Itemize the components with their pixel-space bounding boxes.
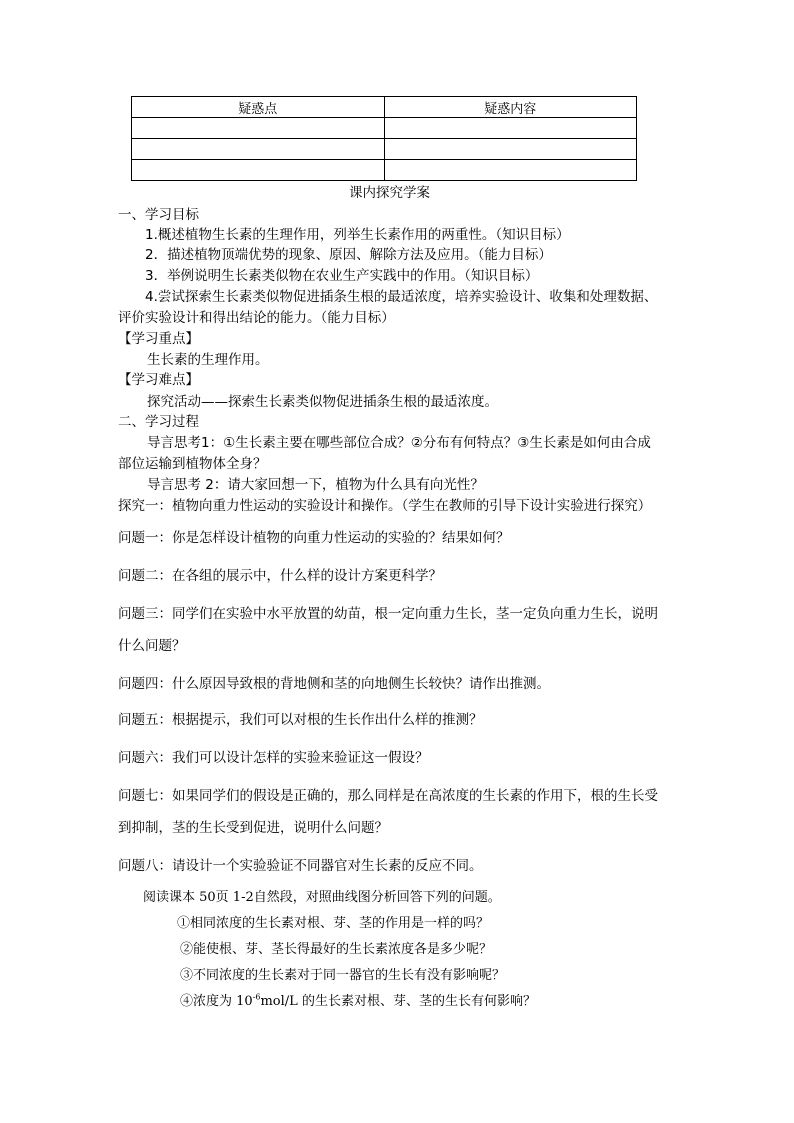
intro-question: 导言思考 2：请大家回想一下，植物为什么具有向光性？ (147, 477, 484, 493)
table-cell (384, 160, 637, 181)
reading-question: ③不同浓度的生长素对于同一器官的生长有没有影响呢？ (180, 968, 506, 983)
goal-item: 4.尝试探索生长素类似物促进插条生根的最适浓度，培养实验设计、收集和处理数据、 (145, 289, 658, 305)
table-header-row (132, 97, 637, 118)
section-heading: 二、学习过程 (118, 414, 199, 430)
table-cell (384, 139, 637, 160)
table-cell (384, 118, 637, 139)
intro-question: 导言思考1：①生长素主要在哪些部位合成？②分布有何特点？③生长素是如何由合成 (147, 435, 651, 451)
key-point-label: 【学习重点】 (118, 331, 199, 347)
question-item: 到抑制，茎的生长受到促进，说明什么问题？ (118, 820, 388, 836)
reading-question-suffix: mol/L 的生长素对根、芽、茎的生长有何影响？ (260, 994, 536, 1009)
goal-item: 2．描述植物顶端优势的现象、原因、解除方法及应用。（能力目标） (145, 247, 552, 263)
question-item: 问题七：如果同学们的假设是正确的，那么同样是在高浓度的生长素的作用下，根的生长受 (118, 788, 658, 804)
difficult-point-label: 【学习难点】 (118, 372, 199, 388)
key-point-text: 生长素的生理作用。 (147, 352, 269, 368)
table-cell (132, 118, 385, 139)
explore-heading: 探究一：植物向重力性运动的实验设计和操作。（学生在教师的引导下设计实验进行探究） (118, 498, 652, 514)
question-item: 问题四：什么原因导致根的背地侧和茎的向地侧生长较快？请作出推测。 (118, 676, 550, 692)
reading-question: ①相同浓度的生长素对根、芽、茎的作用是一样的吗？ (177, 916, 490, 931)
table-row (132, 160, 637, 181)
exponent: -6 (252, 992, 261, 1002)
table-row (132, 139, 637, 160)
question-item: 问题五：根据提示，我们可以对根的生长作出什么样的推测？ (118, 712, 483, 728)
reading-intro: 阅读课本 50页 1-2自然段，对照曲线图分析回答下列的问题。 (143, 890, 501, 905)
question-item: 问题一：你是怎样设计植物的向重力性运动的实验的？结果如何？ (118, 530, 510, 546)
difficult-point-text: 探究活动——探索生长素类似物促进插条生根的最适浓度。 (147, 394, 498, 410)
table-header-cell: 疑惑内容 (384, 97, 637, 118)
question-item: 问题二：在各组的展示中，什么样的设计方案更科学？ (118, 568, 442, 584)
table-row (132, 118, 637, 139)
question-item: 问题三：同学们在实验中水平放置的幼苗，根一定向重力生长，茎一定负向重力生长，说明 (118, 606, 658, 622)
section-heading: 一、学习目标 (118, 207, 199, 223)
table-cell (132, 139, 385, 160)
reading-question: ②能使根、芽、茎长得最好的生长素浓度各是多少呢？ (180, 942, 493, 957)
reading-question (180, 992, 536, 1012)
table-header-cell: 疑惑点 (132, 97, 385, 118)
question-item: 问题八：请设计一个实验验证不同器官对生长素的反应不同。 (118, 858, 483, 874)
doubt-table (131, 96, 637, 181)
question-item: 问题六：我们可以设计怎样的实验来验证这一假设？ (118, 750, 429, 766)
goal-item: 1.概述植物生长素的生理作用，列举生长素作用的两重性。（知识目标） (145, 227, 570, 243)
table-cell (132, 160, 385, 181)
question-item: 什么问题？ (118, 638, 186, 654)
goal-item: 评价实验设计和得出结论的能力。（能力目标） (118, 310, 395, 326)
doc-title: 课内探究学案 (349, 185, 430, 201)
intro-question: 部位运输到植物体全身？ (118, 456, 267, 472)
goal-item: 3．举例说明生长素类似物在农业生产实践中的作用。（知识目标） (145, 268, 539, 284)
reading-question-prefix: ④浓度为 10 (180, 994, 253, 1009)
